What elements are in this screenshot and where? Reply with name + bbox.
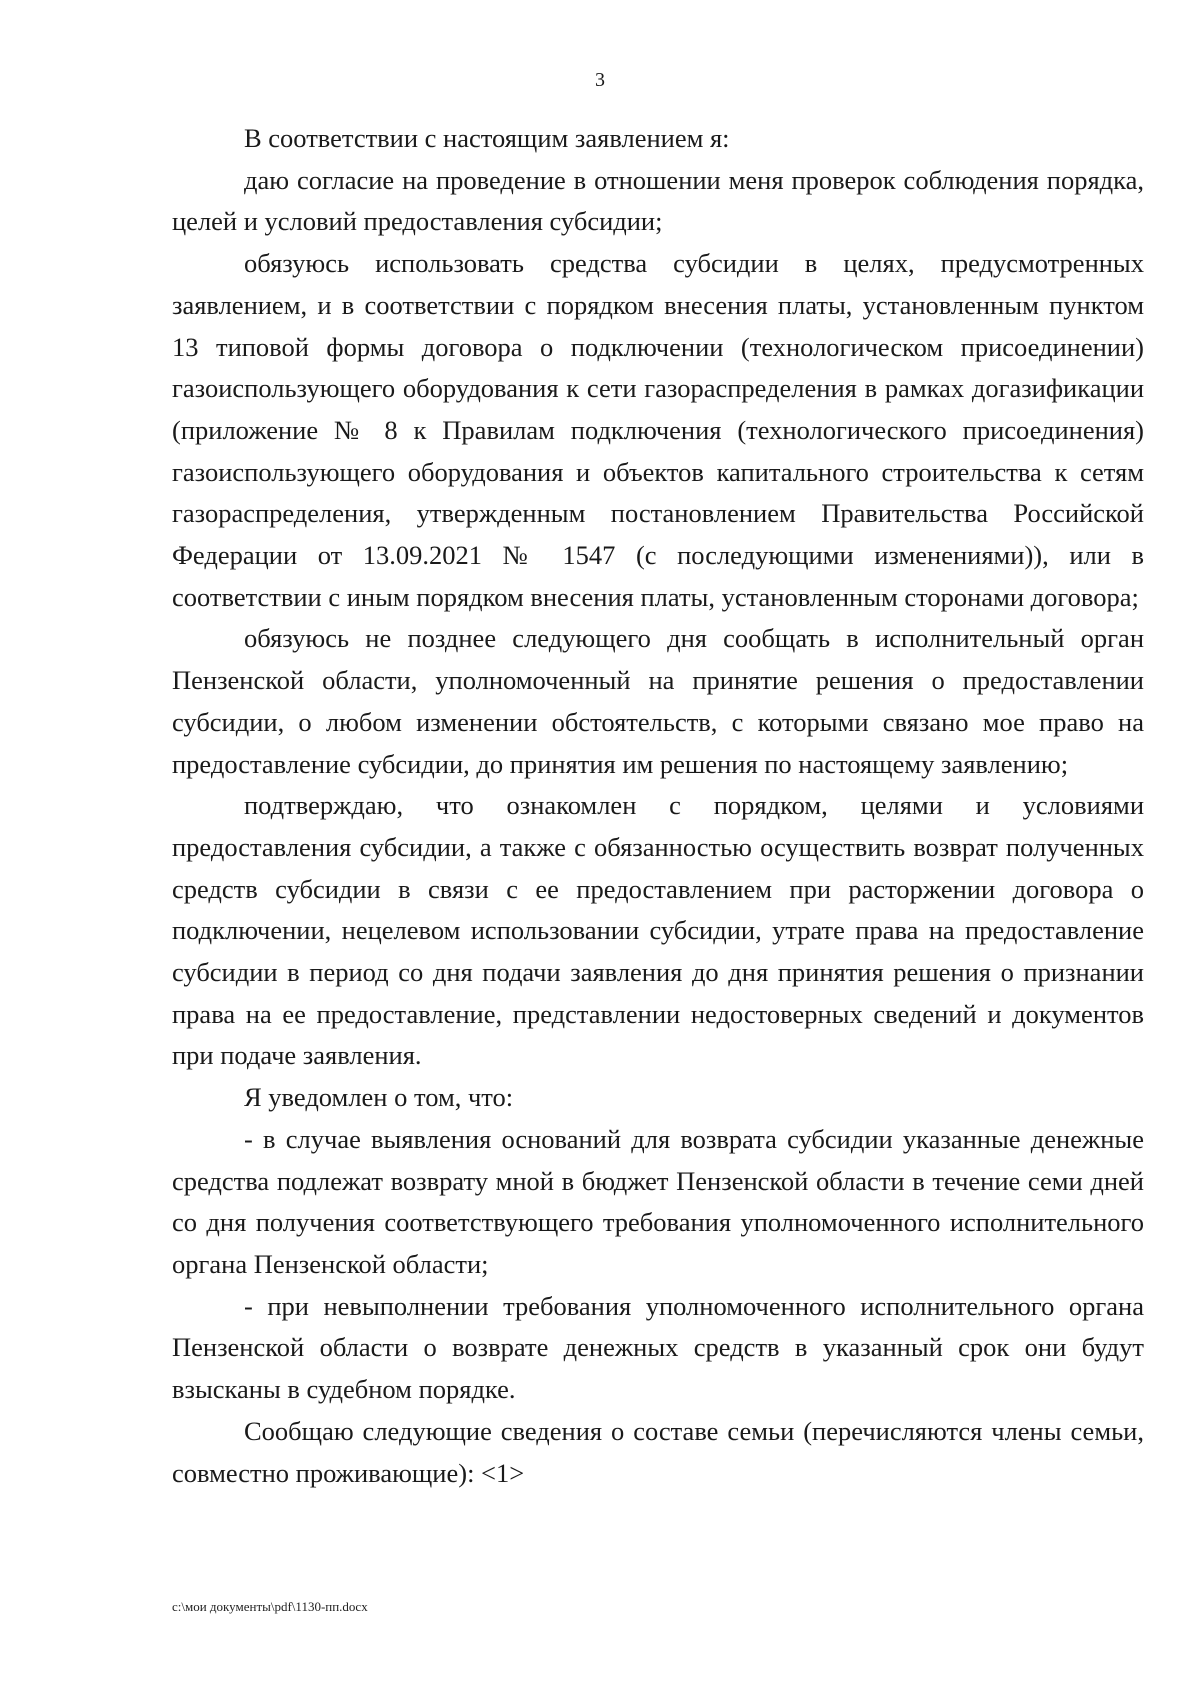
- paragraph-notified-heading: Я уведомлен о том, что:: [244, 1082, 514, 1113]
- paragraph-consent: даю согласие на проведение в отношении меня проверок соблюдения порядка, целей и условий предоставления субсидии;: [172, 164, 1144, 237]
- paragraph-acknowledgement: подтверждаю, что ознакомлен с порядком, целями и условиями предоставления субсидии, а также с обязанностью осуществить возврат полученных средств субсидии в связи с ее предоставлением при расторжении договора о подключении, нецелевом использовании субсидии, утрате права на предоставление субсидии в период со дня подачи заявления до дня принятия решения о признании права на ее предоставление, представлении недостоверных сведений и документов при подаче заявления.: [172, 790, 1144, 1071]
- paragraph-notify-changes: обязуюсь не позднее следующего дня сообщать в исполнительный орган Пензенской области, уполномоченный на принятие решения о предоставлении субсидии, о любом изменении обстоятельств, с которыми связано мое право на предоставление субсидии, до принятия им решения по настоящему заявлению;: [172, 623, 1144, 779]
- document-body: [172, 118, 1144, 1494]
- paragraph-use-funds: обязуюсь использовать средства субсидии в целях, предусмотренных заявлением, и в соответствии с порядком внесения платы, установленным пунктом 13 типовой формы договора о подключении (технологическом присоединении) газоиспользующего оборудования к сети газораспределения в рамках догазификации (приложение № 8 к Правилам подключения (технологического присоединения) газоиспользующего оборудования и объектов капитального строительства к сетям газораспределения, утвержденным постановлением Правительства Российской Федерации от 13.09.2021 № 1547 (с последующими изменениями)), или в соответствии с иным порядком внесения платы, установленным сторонами договора;: [172, 248, 1144, 612]
- footer-file-path: c:\мои документы\pdf\1130-пп.docx: [172, 1599, 368, 1614]
- page-number: 3: [595, 69, 605, 91]
- paragraph-court-recovery: - при невыполнении требования уполномоченного исполнительного органа Пензенской области о возврате денежных средств в указанный срок они будут взысканы в судебном порядке.: [172, 1290, 1144, 1405]
- paragraph-intro: В соответствии с настоящим заявлением я:: [244, 123, 730, 153]
- paragraph-family-composition: Сообщаю следующие сведения о составе семьи (перечисляются члены семьи, совместно проживающие): <1>: [172, 1415, 1144, 1488]
- paragraph-refund-case: - в случае выявления оснований для возврата субсидии указанные денежные средства подлежат возврату мной в бюджет Пензенской области в течение семи дней со дня получения соответствующего требования уполномоченного исполнительного органа Пензенской области;: [172, 1123, 1144, 1279]
